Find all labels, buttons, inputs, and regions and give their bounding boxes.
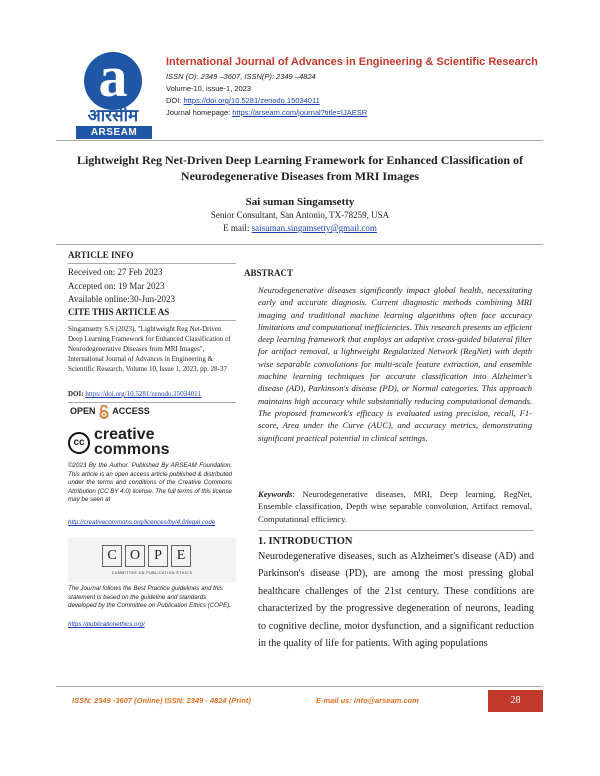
arseam-logo xyxy=(70,44,158,138)
license-text: ©2023 By the Author. Published By ARSEAM Foundation. This article is an open access article published & distributed under the terms and conditions of the Creative Commons Attribution (CC BY 4.0) license. The full terms of this license may be seen at xyxy=(68,462,232,504)
cope-letter: C xyxy=(102,545,122,567)
article-info-rule xyxy=(68,263,236,264)
abstract-text: Neurodegenerative diseases significantly impact global health, necessitating early and accurate diagnosis. Current diagnostic methods combining MRI imaging and traditional machine learning algorithms often face accuracy limitations and computational inefficiencies. This research presents an efficient deep learning framework that employs an adaptive cross-guided bilateral filter for artifact removal, a lightweight Regularized Network (RegNet) with depth wise separable convolutions for multi-scale feature extraction, and ensemble machine learning techniques for accurate classification into Alzheimer's disease (AD), Parkinson's disease (PD), or Normal categories. This approach maintains high accuracy while substantially reducing computational demands. The proposed framework's efficacy is evaluated using precision, recall, F1-score, Area under the Curve (AUC), and accuracy metrics, demonstrating significant practical potential in clinical settings. xyxy=(258,285,532,443)
journal-homepage xyxy=(166,108,367,117)
open-lock-icon xyxy=(99,405,109,419)
article-info-heading: ARTICLE INFO xyxy=(68,250,134,260)
journal-volume: Volume-10, issue-1, 2023 xyxy=(166,84,252,93)
open-access-left: OPEN xyxy=(70,406,96,416)
author-email xyxy=(60,223,540,233)
cc-icon xyxy=(68,432,90,454)
keywords-text: : Neurodegenerative diseases, MRI, Deep learning, RegNet, Ensemble classification, Depth wise separable convolution, Artifact removal, Computational efficiency. xyxy=(258,489,532,524)
author-name: Sai suman Singamsetty xyxy=(245,196,355,208)
cope-letters xyxy=(102,545,191,567)
cope-logo xyxy=(68,537,236,583)
footer-divider xyxy=(56,686,543,687)
doi-label: DOI: xyxy=(166,96,184,105)
accepted-date: Accepted on: 19 Mar 2023 xyxy=(68,281,165,291)
logo-hindi-text: आरसीम xyxy=(87,106,139,126)
cite-rule xyxy=(68,320,236,321)
cc-word-2: commons xyxy=(94,441,170,458)
cope-text: The Journal follows the Best Practice guidelines and this statement is based on the guideline and standards developed by the Committee on Publication Ethics (COPE). xyxy=(68,585,232,610)
title-divider xyxy=(56,244,543,245)
received-date: Received on: 27 Feb 2023 xyxy=(68,267,163,277)
journal-doi xyxy=(166,96,320,105)
cope-letter: P xyxy=(148,545,168,567)
homepage-label: Journal homepage: xyxy=(166,108,233,117)
header-divider xyxy=(56,140,543,141)
license-link[interactable]: http://creativecommons.org/licences/by/4.0/legal code xyxy=(68,519,216,526)
cope-letter: O xyxy=(125,545,145,567)
introduction-text: Neurodegenerative diseases, such as Alzheimer's disease (AD) and Parkinson's disease (PD), are among the most pressing global healthcare challenges of the 21st century. These conditions are characterized by the progressive degeneration of neurons, leading to cognitive decline, motor dysfunction, and a significant reduction in the quality of life for patients. With aging populations xyxy=(258,551,534,650)
cite-heading: CITE THIS ARTICLE AS xyxy=(68,307,170,317)
citation-doi-link[interactable]: https://doi.org/10.5281/zenodo.15034011 xyxy=(85,390,202,398)
open-access-badge xyxy=(70,404,150,419)
keywords-label: Keywords xyxy=(258,489,293,499)
author-affiliation: Senior Consultant, San Antonio, TX-78259, USA xyxy=(210,210,390,220)
journal-issn: ISSN (O): 2349 –3607, ISSN(P): 2349 –4824 xyxy=(166,72,316,81)
open-access-right: ACCESS xyxy=(112,406,150,416)
page-number: 28 xyxy=(488,690,543,712)
keywords-divider xyxy=(258,530,534,531)
footer-email: E-mail us: info@arseam.com xyxy=(316,696,419,705)
keywords xyxy=(258,488,532,525)
email-label: E mail: xyxy=(223,223,252,233)
cc-mark: cc xyxy=(73,437,85,448)
citation-doi xyxy=(68,390,201,398)
introduction-heading: 1. INTRODUCTION xyxy=(258,536,353,547)
journal-title: International Journal of Advances in Engineering & Scientific Research xyxy=(166,56,538,68)
cope-letter: E xyxy=(171,545,191,567)
cope-subtitle: COMMITTEE ON PUBLICATION ETHICS xyxy=(111,571,193,575)
homepage-link[interactable]: https://arseam.com/journal?title=IJAESR xyxy=(232,108,368,117)
email-link[interactable]: saisuman.singamsetty@gmail.com xyxy=(251,223,377,233)
cc-word-1: creative xyxy=(94,426,155,443)
footer-issn: ISSN: 2349 -3607 (Online) ISSN: 2349 - 4824 (Print) xyxy=(72,696,251,705)
creative-commons-logo xyxy=(68,426,228,460)
abstract-heading: ABSTRACT xyxy=(244,268,294,278)
paper-title: Lightweight Reg Net-Driven Deep Learning Framework for Enhanced Classification of Neurodegenerative Diseases from MRI Images xyxy=(76,153,524,183)
cite-bottom-rule xyxy=(68,402,236,403)
logo-letter: a xyxy=(98,44,128,109)
cope-link[interactable]: https://publicationethics.org/ xyxy=(68,621,145,628)
logo-wordmark: ARSEAM xyxy=(76,126,152,139)
doi-link[interactable]: https://doi.org/10.5281/zenodo.15034011 xyxy=(183,96,320,105)
available-date: Available online:30-Jun-2023 xyxy=(68,294,176,304)
citation-text: Singamsetty S.S (2023), "Lightweight Reg Net-Driven Deep Learning Framework for Enhanced Classification of Neurodegenerative Diseases from MRI Images", International Journal of Advances in Engineering & Scientific Research, Volume 10, Issue 1, 2023, pp. 28-37 xyxy=(68,325,231,373)
citation-doi-label: DOI: xyxy=(68,390,86,398)
